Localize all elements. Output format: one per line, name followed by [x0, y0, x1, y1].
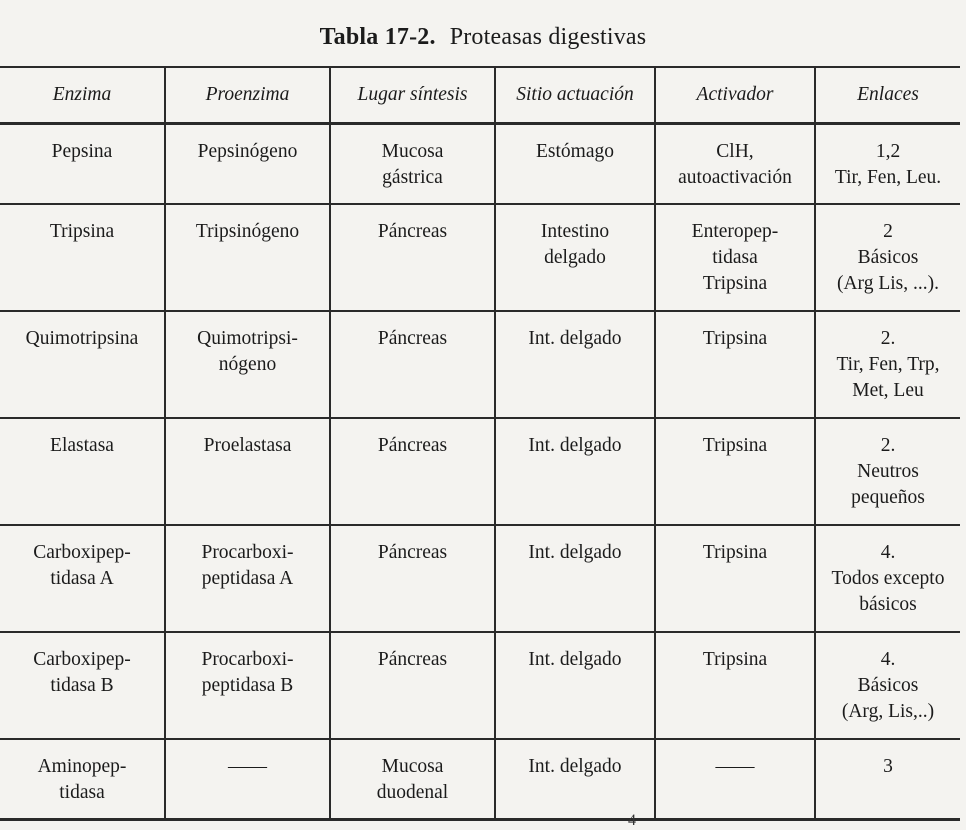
header-proenzima: Proenzima [165, 67, 330, 124]
cell-proenzima: Tripsinógeno [165, 204, 330, 311]
header-row [0, 67, 960, 124]
cell-sitio: Int. delgado [495, 739, 655, 820]
cell-enzima: Elastasa [0, 418, 165, 525]
cell-proenzima: Procarboxi- peptidasa B [165, 632, 330, 739]
table-row [0, 739, 960, 820]
cell-sitio: Int. delgado [495, 632, 655, 739]
table-row [0, 418, 960, 525]
cell-activador: Tripsina [655, 418, 815, 525]
header-lugar-sintesis: Lugar síntesis [330, 67, 495, 124]
header-enzima: Enzima [0, 67, 165, 124]
cell-proenzima: Proelastasa [165, 418, 330, 525]
cell-lugar: Páncreas [330, 632, 495, 739]
cell-sitio: Intestino delgado [495, 204, 655, 311]
cell-lugar: Páncreas [330, 204, 495, 311]
cell-enzima: Quimotripsina [0, 311, 165, 418]
cell-proenzima: Procarboxi- peptidasa A [165, 525, 330, 632]
header-activador: Activador [655, 67, 815, 124]
cell-activador: Tripsina [655, 525, 815, 632]
cell-lugar: Páncreas [330, 311, 495, 418]
cell-enlaces: 2. Neutros pequeños [815, 418, 960, 525]
table-number: Tabla 17-2. [319, 24, 436, 50]
header-sitio-actuacion: Sitio actuación [495, 67, 655, 124]
cell-enlaces: 3 [815, 739, 960, 820]
cell-lugar: Páncreas [330, 525, 495, 632]
cell-sitio: Int. delgado [495, 418, 655, 525]
cell-enlaces: 1,2 Tir, Fen, Leu. [815, 124, 960, 205]
cell-enzima: Tripsina [0, 204, 165, 311]
cell-proenzima: Quimotripsi- nógeno [165, 311, 330, 418]
cell-activador: —— [655, 739, 815, 820]
cell-enlaces: 2. Tir, Fen, Trp, Met, Leu [815, 311, 960, 418]
cell-enlaces: 4. Básicos (Arg, Lis,..) [815, 632, 960, 739]
cell-sitio: Int. delgado [495, 525, 655, 632]
table-title: Proteasas digestivas [449, 24, 647, 50]
protease-table [0, 66, 960, 821]
cell-lugar: Mucosa duodenal [330, 739, 495, 820]
page-mark: 4 [628, 812, 636, 829]
cell-enlaces: 4. Todos excepto básicos [815, 525, 960, 632]
table-row [0, 311, 960, 418]
cell-enzima: Carboxipep- tidasa A [0, 525, 165, 632]
table-row [0, 525, 960, 632]
cell-enlaces: 2 Básicos (Arg Lis, ...). [815, 204, 960, 311]
cell-activador: Tripsina [655, 311, 815, 418]
cell-activador: Enteropep- tidasa Tripsina [655, 204, 815, 311]
cell-enzima: Aminopep- tidasa [0, 739, 165, 820]
cell-activador: Tripsina [655, 632, 815, 739]
cell-sitio: Estómago [495, 124, 655, 205]
table-row [0, 124, 960, 205]
header-enlaces: Enlaces [815, 67, 960, 124]
cell-enzima: Pepsina [0, 124, 165, 205]
table-row [0, 632, 960, 739]
table-caption [0, 24, 966, 51]
cell-proenzima: —— [165, 739, 330, 820]
table-row [0, 204, 960, 311]
cell-lugar: Páncreas [330, 418, 495, 525]
cell-lugar: Mucosa gástrica [330, 124, 495, 205]
cell-enzima: Carboxipep- tidasa B [0, 632, 165, 739]
cell-proenzima: Pepsinógeno [165, 124, 330, 205]
cell-activador: ClH, autoactivación [655, 124, 815, 205]
cell-sitio: Int. delgado [495, 311, 655, 418]
